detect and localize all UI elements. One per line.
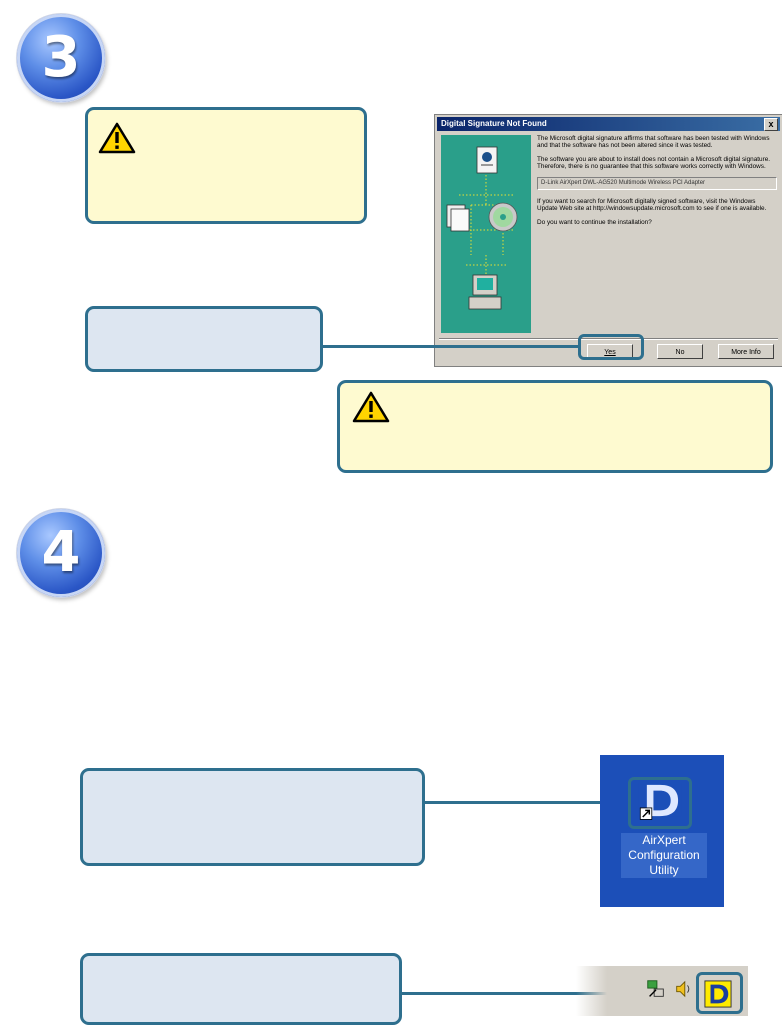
warning-callout — [85, 107, 367, 224]
desktop-shortcut-label[interactable]: AirXpert Configuration Utility — [621, 833, 707, 878]
dialog-question: Do you want to continue the installation? — [537, 218, 652, 226]
tray-icon-callout — [80, 953, 402, 1025]
step-4-number: 4 — [41, 520, 81, 585]
digital-signature-dialog — [434, 114, 782, 367]
more-info-button-label: More Info — [731, 349, 761, 356]
yes-button-label: Yes — [604, 349, 616, 356]
step-3-number: 3 — [41, 25, 81, 90]
network-icon[interactable] — [645, 978, 667, 1000]
dialog-body — [537, 135, 777, 232]
no-button[interactable] — [657, 344, 703, 359]
dialog-close-button[interactable]: x — [764, 118, 778, 131]
yes-button-highlight — [578, 334, 644, 360]
desktop-icon-highlight — [628, 777, 692, 829]
yes-instruction-callout — [85, 306, 323, 372]
warning-icon — [98, 122, 136, 154]
warning-icon — [352, 391, 390, 423]
dialog-paragraph-3: If you want to search for Microsoft digitally signed software, visit the Windows Update Web site at http://windowsupdate.microsoft.com to see if one is available. — [537, 198, 767, 213]
tray-icon-highlight — [696, 972, 743, 1014]
dialog-titlebar — [437, 117, 780, 131]
warning-callout-2 — [337, 380, 773, 473]
no-button-label: No — [675, 349, 685, 356]
step-4-badge — [17, 509, 105, 597]
dialog-title: Digital Signature Not Found — [441, 119, 547, 128]
step-3-badge — [17, 14, 105, 102]
dialog-paragraph-2: The software you are about to install does not contain a Microsoft digital signature. Therefore, there is no guarantee that this software works correctly with Windows. — [537, 155, 771, 171]
more-info-button[interactable] — [718, 344, 774, 359]
yes-connector-line — [323, 345, 579, 348]
desktop-shortcut-callout — [80, 768, 425, 866]
dialog-paragraph-1: The Microsoft digital signature affirms that software has been tested with Windows and that the software has not been altered since it was tested. — [537, 135, 770, 150]
dialog-device-name: D-Link AirXpert DWL-AG520 Multimode Wireless PCI Adapter — [537, 177, 777, 190]
certificate-illustration — [441, 135, 531, 333]
speaker-icon[interactable] — [674, 978, 692, 1000]
